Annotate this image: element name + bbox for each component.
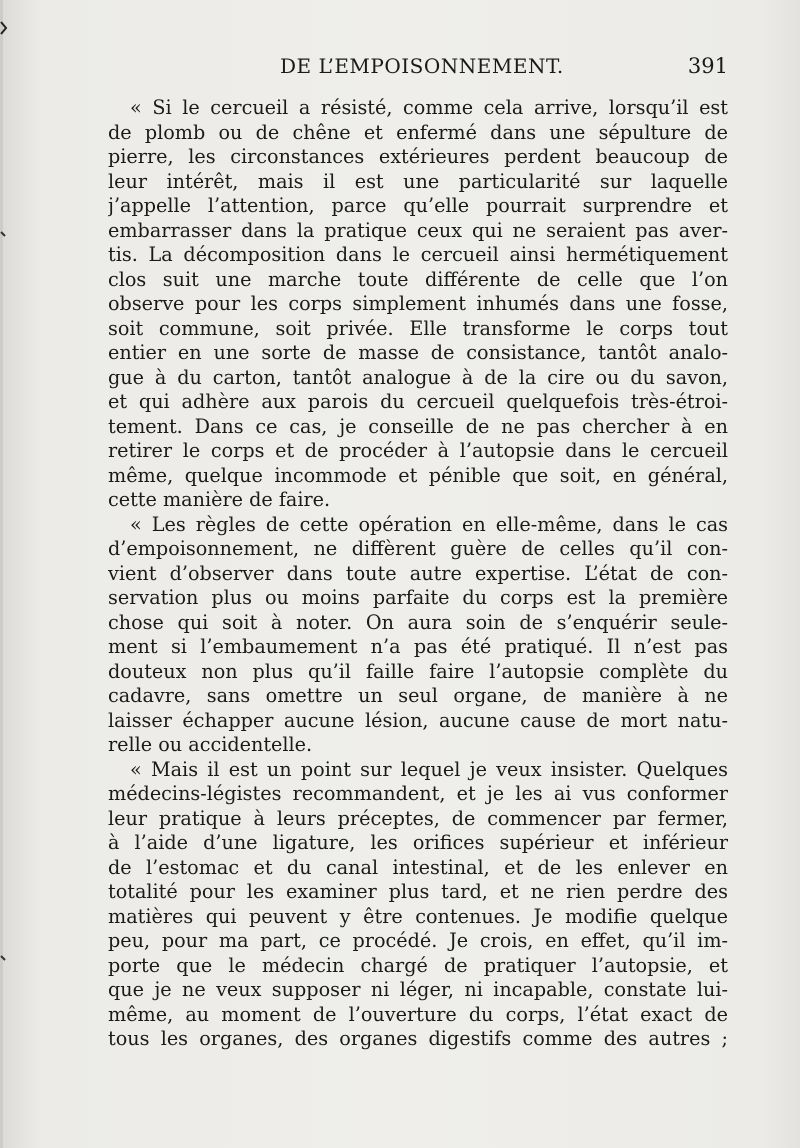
text-line: d’empoisonnement, ne diffèrent guère de celles qu’il con- (108, 537, 728, 560)
page-number: 391 (687, 54, 728, 78)
text-line: « Les règles de cette opération en elle-même, dans le cas (130, 512, 728, 536)
paragraph-2 (108, 513, 728, 758)
text-line: servation plus ou moins parfaite du corps est la première (108, 586, 728, 609)
page-header (108, 54, 728, 88)
text-line: même, quelque incommode et pénible que soit, en général, (108, 463, 728, 487)
text-line: « Si le cercueil a résisté, comme cela arrive, lorsqu’il est (130, 96, 728, 119)
body-text (108, 96, 728, 1052)
binding-edge-marks (0, 0, 8, 1148)
text-line: leur intérêt, mais il est une particularité sur laquelle (108, 169, 728, 193)
text-line: observe pour les corps simplement inhumés dans une fosse, (108, 292, 728, 315)
text-line: cadavre, sans omettre un seul organe, de manière à ne (108, 684, 728, 707)
text-line: tis. La décomposition dans le cercueil ainsi hermétiquement (108, 243, 728, 266)
text-line: pierre, les circonstances extérieures perdent beaucoup de (108, 145, 728, 168)
text-line: entier en une sorte de masse de consistance, tantôt analo- (108, 341, 728, 364)
text-line: peu, pour ma part, ce procédé. Je crois, en effet, qu’il im- (108, 929, 728, 952)
paragraph-3 (108, 758, 728, 1052)
text-line: à l’aide d’une ligature, les orifices supérieur et inférieur (108, 831, 728, 854)
text-line: cette manière de faire. (108, 488, 331, 511)
text-line: « Mais il est un point sur lequel je veux insister. Quelques (130, 757, 728, 781)
text-line: tement. Dans ce cas, je conseille de ne pas chercher à en (108, 414, 728, 438)
text-line: médecins-légistes recommandent, et je les ai vus conformer (108, 782, 728, 805)
text-line: j’appelle l’attention, parce qu’elle pourrait surprendre et (108, 194, 728, 217)
text-line: matières qui peuvent y être contenues. Je modifie quelque (108, 904, 728, 928)
text-line: que je ne veux supposer ni léger, ni incapable, constate lui- (108, 978, 728, 1001)
text-line: gue à du carton, tantôt analogue à de la cire ou du savon, (108, 365, 728, 389)
text-line: soit commune, soit privée. Elle transforme le corps tout (108, 316, 728, 340)
text-line: laisser échapper aucune lésion, aucune cause de mort natu- (108, 708, 728, 732)
text-line: ment si l’embaumement n’a pas été pratiqué. Il n’est pas (108, 635, 728, 658)
text-line: totalité pour les examiner plus tard, et ne rien perdre des (108, 880, 728, 903)
text-line: vient d’observer dans toute autre expertise. L’état de con- (108, 561, 728, 585)
text-line: chose qui soit à noter. On aura soin de s’enquérir seule- (108, 610, 728, 634)
text-line: relle ou accidentelle. (108, 733, 313, 756)
text-line: de l’estomac et du canal intestinal, et de les enlever en (108, 855, 728, 879)
text-line: tous les organes, des organes digestifs comme des autres ; (108, 1027, 728, 1050)
running-title: DE L’EMPOISONNEMENT. (280, 54, 564, 78)
text-line: porte que le médecin chargé de pratiquer l’autopsie, et (108, 953, 728, 977)
text-line: et qui adhère aux parois du cercueil quelquefois très-étroi- (108, 390, 728, 413)
page-edge-shadow (0, 0, 3, 1148)
text-line: retirer le corps et de procéder à l’autopsie dans le cercueil (108, 439, 728, 462)
paragraph-1 (108, 96, 728, 513)
text-line: clos suit une marche toute différente de celle que l’on (108, 267, 728, 291)
text-line: leur pratique à leurs préceptes, de commencer par fermer, (108, 806, 728, 830)
text-line: embarrasser dans la pratique ceux qui ne seraient pas aver- (108, 218, 728, 242)
text-line: même, au moment de l’ouverture du corps, l’état exact de (108, 1002, 728, 1026)
text-line: de plomb ou de chêne et enfermé dans une sépulture de (108, 120, 728, 144)
text-line: douteux non plus qu’il faille faire l’autopsie complète du (108, 659, 728, 683)
